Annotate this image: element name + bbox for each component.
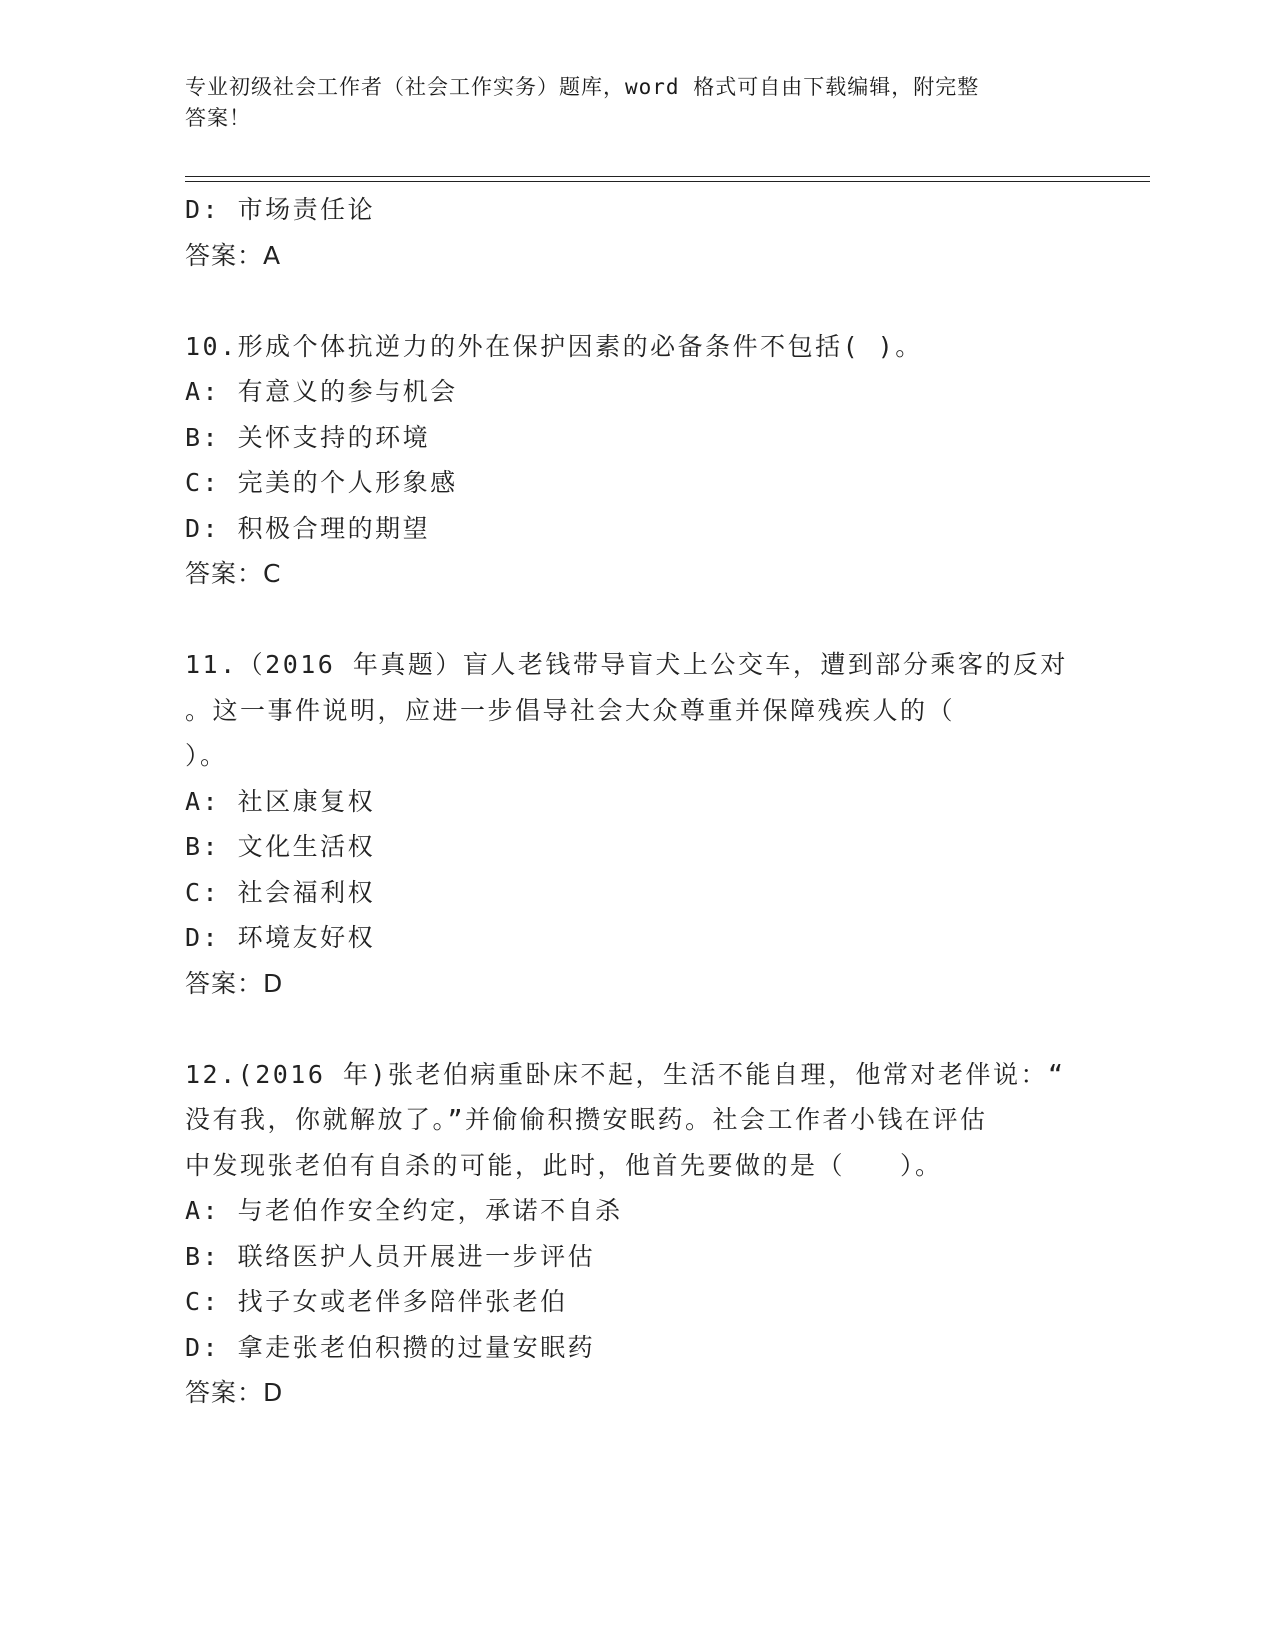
option-b: B: 关怀支持的环境: [185, 422, 431, 452]
option-b: B: 文化生活权: [185, 832, 376, 861]
header-divider-bottom: [185, 181, 1150, 182]
option-b: B: 联络医护人员开展进一步评估: [185, 1241, 596, 1271]
header-line-2: 答案！: [185, 106, 251, 130]
spacer: [185, 278, 1085, 324]
answer-line: 答案：C: [185, 559, 282, 588]
question-10: [185, 324, 1085, 597]
answer-line: 答案：D: [185, 1378, 284, 1407]
question-stem-line-1: 12.(2016 年)张老伯病重卧床不起，生活不能自理，他常对老伴说：“: [185, 1059, 1066, 1089]
question-stem-line-1: 11.（2016 年真题）盲人老钱带导盲犬上公交车，遭到部分乘客的反对: [185, 650, 1068, 679]
answer-line: 答案：A: [185, 240, 282, 270]
header-line-1: 专业初级社会工作者（社会工作实务）题库，word 格式可自由下载编辑，附完整: [185, 75, 980, 99]
option-a: A: 社区康复权: [185, 786, 376, 816]
question-stem-line-3: ）。: [185, 741, 228, 770]
question-12: [185, 1052, 1085, 1416]
option-c: C: 社会福利权: [185, 877, 376, 907]
question-stem-line-2: 没有我，你就解放了。”并偷偷积攒安眠药。社会工作者小钱在评估: [185, 1105, 988, 1134]
option-a: A: 有意义的参与机会: [185, 377, 458, 406]
option-c: C: 找子女或老伴多陪伴张老伯: [185, 1287, 568, 1316]
option-d: D: 积极合理的期望: [185, 513, 431, 543]
question-stem-line-3: 中发现张老伯有自杀的可能，此时，他首先要做的是（ ）。: [185, 1150, 943, 1180]
option-c: C: 完美的个人形象感: [185, 468, 458, 497]
question-11: [185, 642, 1085, 1006]
page-header: [185, 72, 1065, 134]
option-d: D: 市场责任论: [185, 195, 376, 224]
spacer: [185, 1006, 1085, 1052]
question-stem: 10.形成个体抗逆力的外在保护因素的必备条件不包括( )。: [185, 331, 923, 361]
spacer: [185, 597, 1085, 643]
option-a: A: 与老伯作安全约定，承诺不自杀: [185, 1196, 623, 1225]
header-divider-top: [185, 176, 1150, 177]
question-stem-line-2: 。这一事件说明，应进一步倡导社会大众尊重并保障残疾人的（: [185, 695, 956, 725]
answer-line: 答案：D: [185, 968, 284, 998]
option-d: D: 环境友好权: [185, 923, 376, 952]
previous-question-tail: [185, 187, 1085, 278]
option-d: D: 拿走张老伯积攒的过量安眠药: [185, 1332, 596, 1362]
question-content: [185, 187, 1085, 1416]
